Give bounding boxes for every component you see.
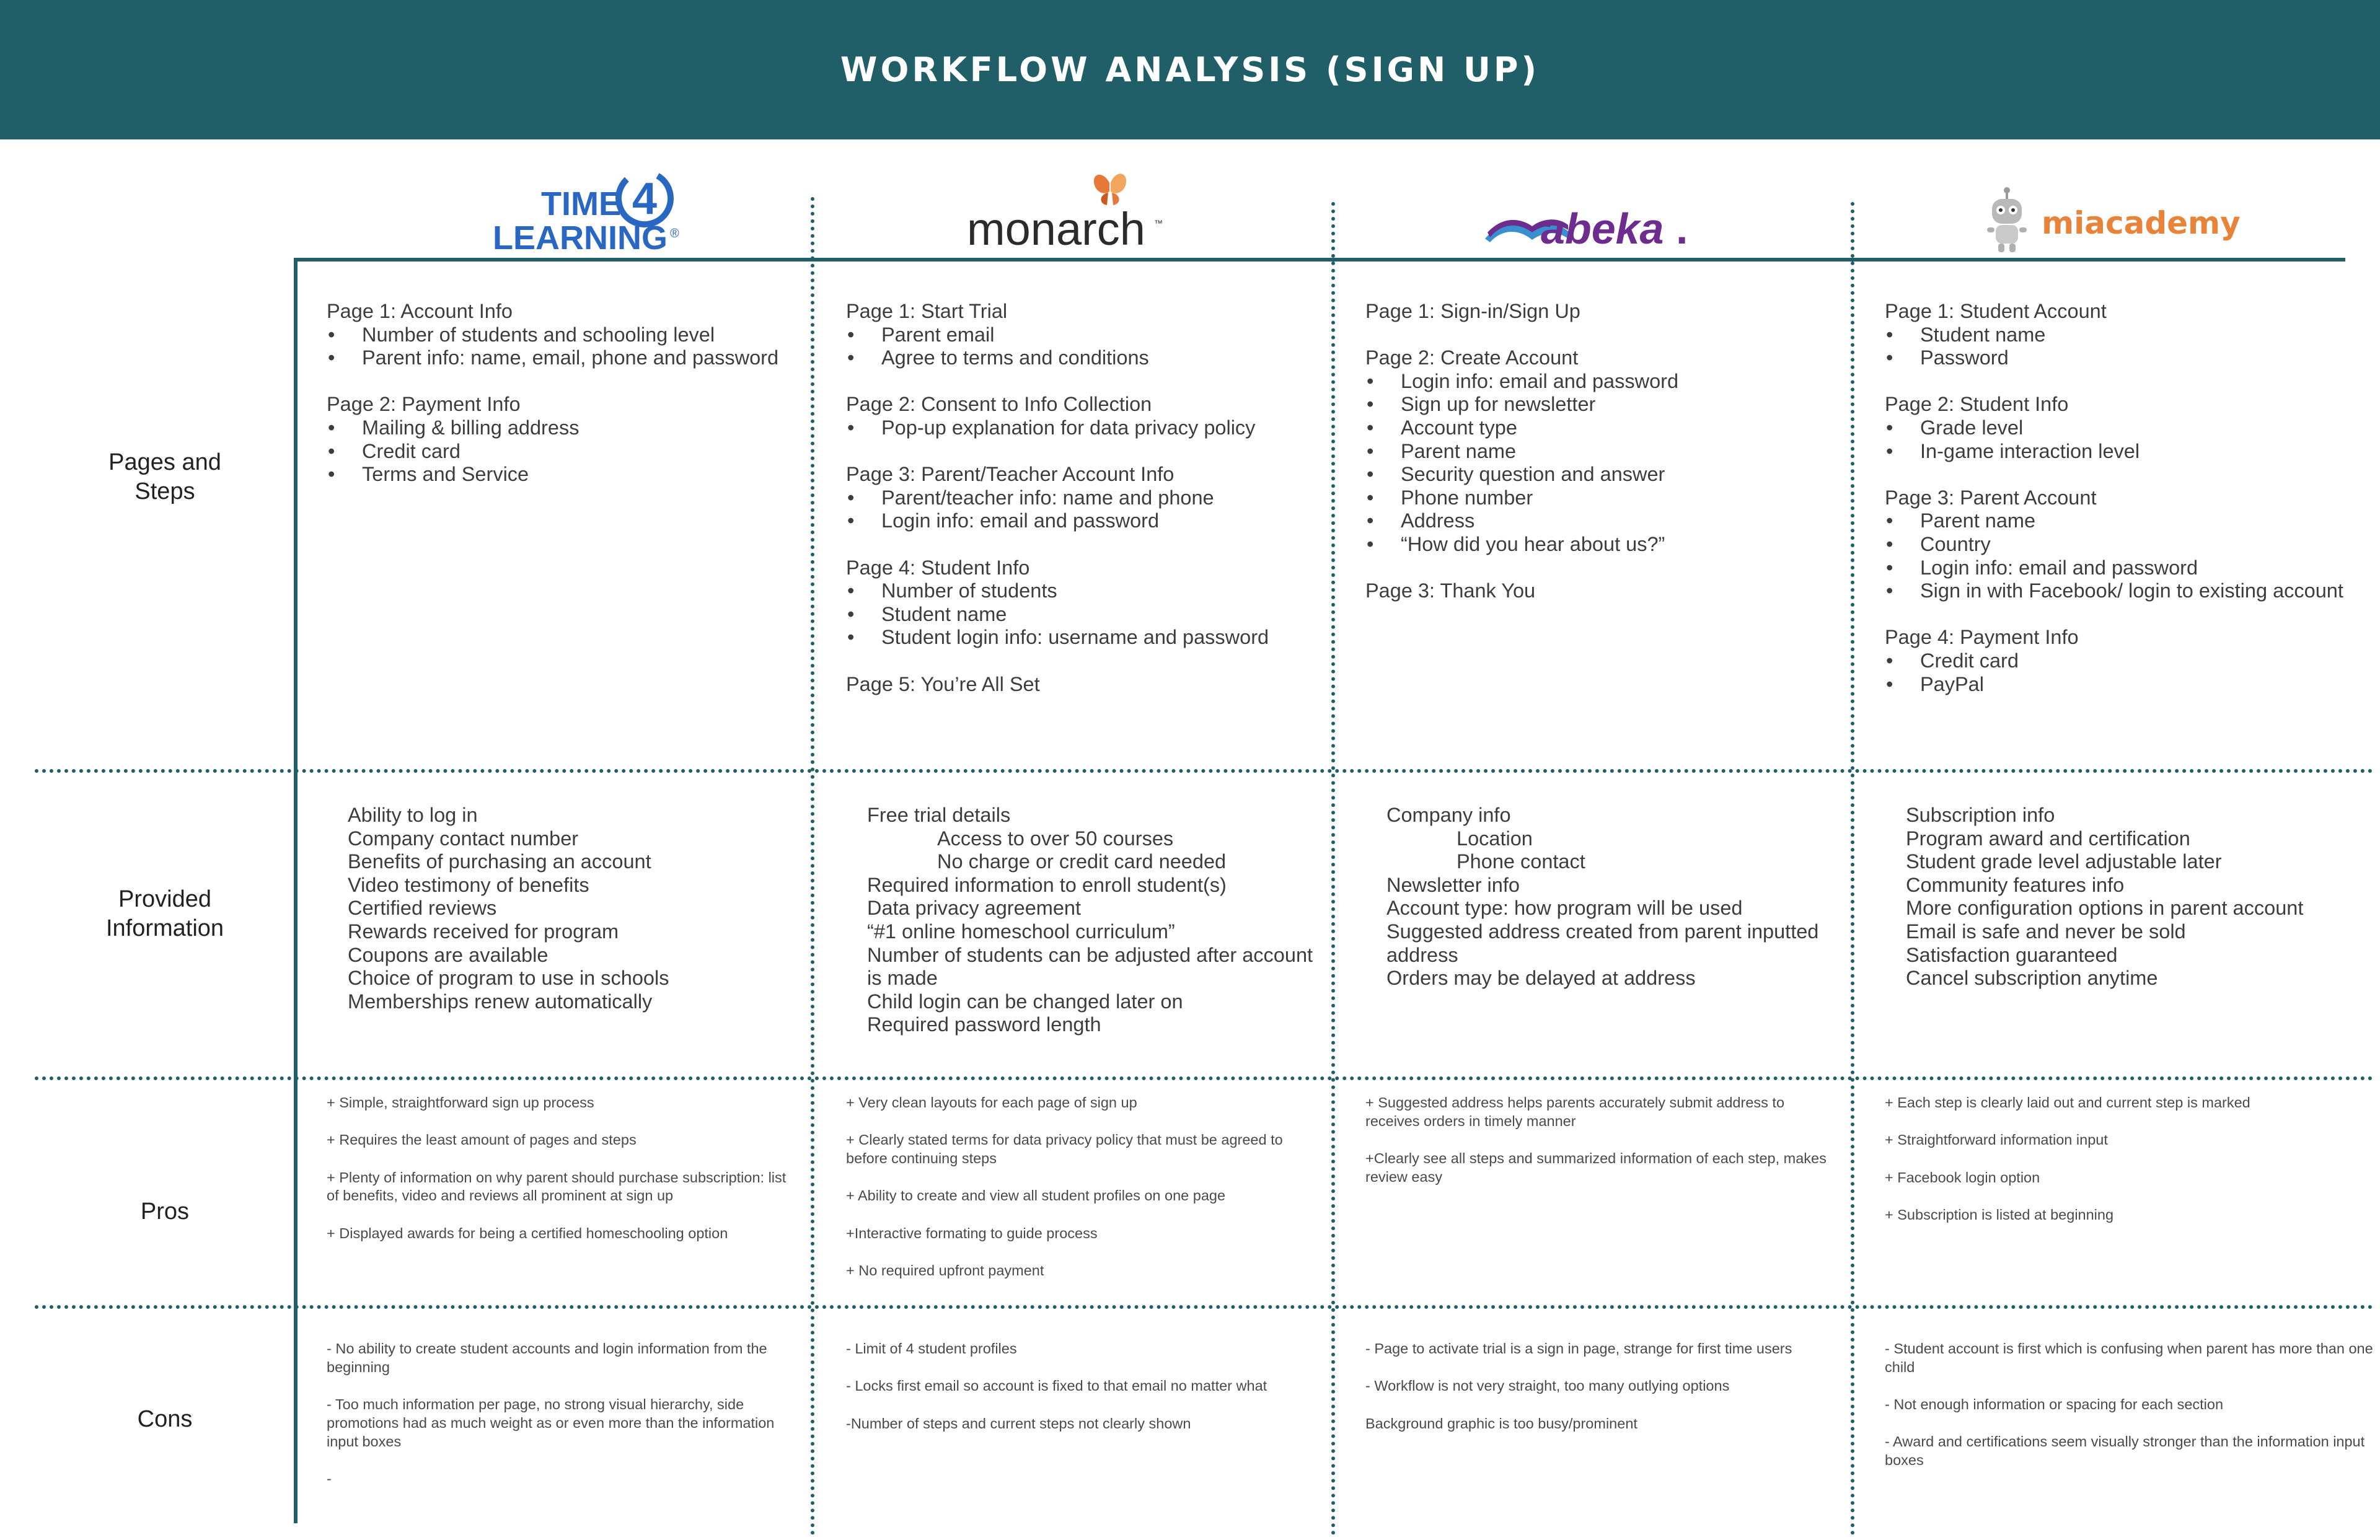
step-item: • Address [1365, 509, 1836, 533]
pro-item: + Ability to create and view all student profiles on one page [846, 1187, 1226, 1204]
page-heading: Page 3: Parent Account [1885, 486, 2097, 509]
info-item: Ability to log in [348, 804, 478, 826]
step-list [1885, 416, 2374, 463]
step-list [1885, 509, 2374, 602]
info-cell-time4learning [348, 804, 794, 1013]
title-banner [0, 0, 2380, 139]
pro-item: + No required upfront payment [846, 1262, 1044, 1278]
step-item: • Number of students [846, 579, 1317, 603]
info-item: Student grade level adjustable later [1906, 850, 2222, 873]
step-item: • Student login info: username and password [846, 626, 1317, 649]
info-item: Email is safe and never be sold [1906, 920, 2186, 943]
step-item: • Parent email [846, 323, 1317, 347]
step-item: • Login info: email and password [846, 509, 1317, 533]
info-item: Account type: how program will be used [1386, 897, 1743, 920]
step-list [846, 579, 1317, 649]
info-item: Choice of program to use in schools [348, 967, 669, 990]
row-label-divider-line [294, 259, 298, 1523]
abeka-logo [1463, 161, 1711, 260]
pros-cell-miacademy [1885, 1094, 2374, 1243]
step-item: • PayPal [1885, 673, 2374, 697]
info-item: Phone contact [1457, 850, 1585, 873]
page-heading: Page 4: Payment Info [1885, 626, 2079, 649]
info-item: Memberships renew automatically [348, 990, 653, 1013]
info-item: Access to over 50 courses [937, 827, 1174, 850]
info-item: Required information to enroll student(s) [867, 873, 1227, 896]
con-item: - Not enough information or spacing for each section [1885, 1396, 2224, 1413]
pro-item: + Suggested address helps parents accurately submit address to receives orders in timely manner [1365, 1094, 1785, 1129]
con-item: - Page to activate trial is a sign in page, strange for first time users [1365, 1340, 1792, 1357]
time4learning-logo-mark: ® [670, 227, 679, 240]
step-item: • Credit card [327, 440, 798, 464]
info-item: Company info [1386, 804, 1511, 826]
info-item: Number of students can be adjusted after account is made [867, 943, 1313, 990]
step-item: • Sign in with Facebook/ login to existing account [1885, 579, 2374, 603]
step-list [327, 416, 798, 486]
info-item: More configuration options in parent account [1906, 897, 2304, 920]
info-item: Child login can be changed later on [867, 990, 1183, 1013]
page-heading: Page 4: Student Info [846, 556, 1030, 579]
page-heading: Page 3: Thank You [1365, 579, 1536, 602]
step-item: • “How did you hear about us?” [1365, 533, 1836, 557]
info-item: Company contact number [348, 827, 579, 850]
step-item: • Credit card [1885, 649, 2374, 673]
step-list [846, 486, 1317, 533]
step-item: • Parent name [1365, 440, 1836, 464]
step-item: • Parent info: name, email, phone and password [327, 346, 798, 370]
step-list [327, 323, 798, 370]
con-item: - Workflow is not very straight, too many outlying options [1365, 1378, 1730, 1394]
step-item: • Country [1885, 533, 2374, 557]
pages-cell-monarch [846, 300, 1317, 696]
miacademy-logo [1971, 161, 2256, 260]
con-item: Background graphic is too busy/prominent [1365, 1415, 1637, 1432]
abeka-logo-mark: . [1676, 205, 1688, 253]
step-list [1885, 649, 2374, 696]
step-item: • Number of students and schooling level [327, 323, 798, 347]
pro-item: + Displayed awards for being a certified homeschooling option [327, 1225, 728, 1241]
monarch-logo-text: monarch [967, 203, 1145, 255]
step-item: • Agree to terms and conditions [846, 346, 1317, 370]
page-heading: Page 5: You’re All Set [846, 672, 1040, 695]
con-item: - No ability to create student accounts and login information from the beginning [327, 1340, 767, 1375]
step-item: • Terms and Service [327, 463, 798, 486]
info-item: Video testimony of benefits [348, 873, 589, 896]
pros-cell-time4learning [327, 1094, 798, 1262]
con-item: - Locks first email so account is fixed to that email no matter what [846, 1378, 1267, 1394]
column-divider-1 [811, 197, 814, 1536]
step-item: • Sign up for newsletter [1365, 393, 1836, 416]
info-cell-abeka [1386, 804, 1839, 990]
cons-cell-miacademy [1885, 1340, 2374, 1489]
pro-item: + Each step is clearly laid out and current step is marked [1885, 1094, 2250, 1111]
miacademy-logo-text: miacademy [2042, 205, 2241, 241]
page-heading: Page 2: Student Info [1885, 393, 2069, 416]
page-heading: Page 3: Parent/Teacher Account Info [846, 463, 1175, 486]
pro-item: + Plenty of information on why parent should purchase subscription: list of benefits, video and reviews all prominent at sign up [327, 1169, 787, 1204]
step-list [1885, 323, 2374, 370]
pages-cell-time4learning [327, 300, 798, 486]
row-label-cons: Cons [137, 1406, 193, 1432]
step-item: • Mailing & billing address [327, 416, 798, 440]
pros-cell-abeka [1365, 1094, 1836, 1205]
step-list [1365, 370, 1836, 557]
step-item: • In-game interaction level [1885, 440, 2374, 464]
info-item: Newsletter info [1386, 873, 1520, 896]
row-divider-2 [35, 1076, 2374, 1080]
step-item: • Login info: email and password [1885, 557, 2374, 580]
page-heading: Page 1: Start Trial [846, 300, 1008, 322]
monarch-logo [930, 161, 1215, 260]
row-label-pros: Pros [140, 1198, 190, 1225]
step-item: • Parent name [1885, 509, 2374, 533]
info-item: No charge or credit card needed [937, 850, 1227, 873]
monarch-logo-mark: ™ [1154, 218, 1163, 228]
step-item: • Pop-up explanation for data privacy policy [846, 416, 1317, 440]
pro-item: +Interactive formating to guide process [846, 1225, 1098, 1241]
row-divider-3 [35, 1305, 2374, 1309]
pages-cell-abeka [1365, 300, 1836, 603]
step-item: • Login info: email and password [1365, 370, 1836, 394]
step-item: • Parent/teacher info: name and phone [846, 486, 1317, 510]
row-label-info: Provided Information [105, 886, 224, 941]
info-item: Subscription info [1906, 804, 2055, 826]
info-item: Data privacy agreement [867, 897, 1082, 920]
step-item: • Password [1885, 346, 2374, 370]
info-item: Cancel subscription anytime [1906, 967, 2158, 990]
info-item: Location [1457, 827, 1533, 850]
page-heading: Page 2: Create Account [1365, 346, 1579, 369]
step-list [846, 323, 1317, 370]
pro-item: + Straightforward information input [1885, 1132, 2108, 1148]
con-item: - Award and certifications seem visually stronger than the information input boxes [1885, 1433, 2365, 1469]
page-heading: Page 1: Sign-in/Sign Up [1365, 300, 1580, 322]
cons-cell-abeka [1365, 1340, 1836, 1452]
row-label-pages: Pages and Steps [108, 449, 221, 504]
pro-item: + Very clean layouts for each page of sign up [846, 1094, 1137, 1111]
step-item: • Phone number [1365, 486, 1836, 510]
cons-cell-monarch [846, 1340, 1317, 1452]
step-item: • Account type [1365, 416, 1836, 440]
info-cell-miacademy [1906, 804, 2371, 990]
con-item: - Too much information per page, no strong visual hierarchy, side promotions had as much weight as or even more than the information input boxes [327, 1396, 775, 1450]
info-cell-monarch [867, 804, 1320, 1037]
step-item: • Security question and answer [1365, 463, 1836, 486]
page-heading: Page 1: Account Info [327, 300, 513, 322]
info-item: “#1 online homeschool curriculum” [867, 920, 1175, 943]
column-divider-3 [1851, 202, 1854, 1536]
time4learning-logo-digit: 4 [632, 174, 658, 224]
cons-cell-time4learning [327, 1340, 798, 1507]
con-item: - Student account is first which is confusing when parent has more than one child [1885, 1340, 2373, 1375]
pro-item: + Requires the least amount of pages and steps [327, 1132, 637, 1148]
pages-cell-miacademy [1885, 300, 2374, 696]
time4learning-logo [434, 161, 756, 260]
info-item: Orders may be delayed at address [1386, 967, 1696, 990]
pros-cell-monarch [846, 1094, 1317, 1299]
step-item: • Student name [1885, 323, 2374, 347]
time4learning-logo-line2: LEARNING [493, 219, 668, 257]
page-heading: Page 2: Payment Info [327, 393, 521, 416]
page-heading: Page 2: Consent to Info Collection [846, 393, 1152, 416]
pro-item: + Subscription is listed at beginning [1885, 1206, 2114, 1223]
info-item: Benefits of purchasing an account [348, 850, 651, 873]
abeka-logo-text: abeka [1541, 205, 1664, 253]
info-item: Free trial details [867, 804, 1011, 826]
pro-item: + Simple, straightforward sign up process [327, 1094, 594, 1111]
step-item: • Student name [846, 603, 1317, 627]
info-item: Program award and certification [1906, 827, 2190, 850]
con-item: -Number of steps and current steps not clearly shown [846, 1415, 1191, 1432]
info-item: Suggested address created from parent inputted address [1386, 920, 1819, 966]
pro-item: + Clearly stated terms for data privacy policy that must be agreed to before continuing steps [846, 1132, 1283, 1167]
info-item: Satisfaction guaranteed [1906, 943, 2118, 966]
info-item: Required password length [867, 1013, 1101, 1036]
con-item: - [327, 1470, 332, 1487]
step-item: • Grade level [1885, 416, 2374, 440]
step-list [846, 416, 1317, 440]
pro-item: + Facebook login option [1885, 1169, 2040, 1186]
page-title: WORKFLOW ANALYSIS (SIGN UP) [840, 50, 1540, 89]
page-heading: Page 1: Student Account [1885, 300, 2107, 322]
info-item: Certified reviews [348, 897, 497, 920]
row-divider-1 [35, 769, 2374, 773]
info-item: Rewards received for program [348, 920, 619, 943]
pro-item: +Clearly see all steps and summarized information of each step, makes review easy [1365, 1150, 1827, 1185]
info-item: Community features info [1906, 873, 2125, 896]
time4learning-logo-line1: TIME [541, 185, 621, 222]
column-divider-2 [1331, 202, 1335, 1536]
info-item: Coupons are available [348, 943, 549, 966]
con-item: - Limit of 4 student profiles [846, 1340, 1017, 1357]
